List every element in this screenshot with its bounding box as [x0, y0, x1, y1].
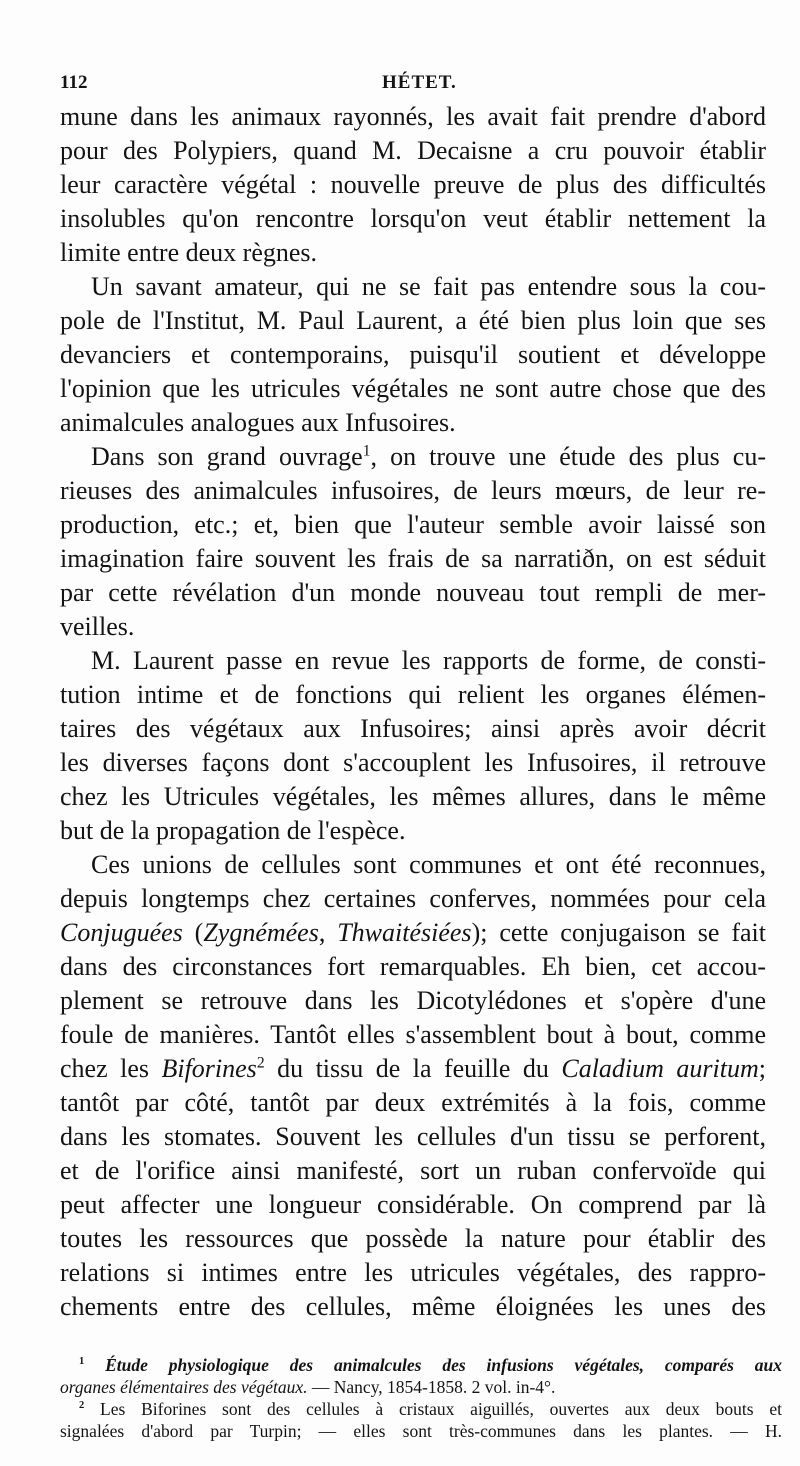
page-number: 112	[60, 72, 88, 93]
text-line: foule de manières. Tantôt elles s'assemblent bout à bout, comme	[60, 1020, 766, 1049]
text-line: veilles.	[60, 612, 135, 641]
text-line	[60, 1052, 766, 1086]
text-segment: chez les	[60, 1054, 149, 1083]
text-line: mune dans les animaux rayonnés, les avait fait prendre d'abord	[60, 102, 766, 131]
text-line	[60, 916, 766, 950]
text-segment: ,	[318, 918, 338, 947]
footnote-ref: 1	[362, 442, 371, 460]
text-line: chez les Utricules végétales, les mêmes allures, dans le même	[60, 782, 766, 811]
text-line: l'opinion que les utricules végétales ne sont autre chose que des	[60, 374, 766, 403]
text-line: plement se retrouve dans les Dicotylédones et s'opère d'une	[60, 986, 766, 1015]
text-line: dans les stomates. Souvent les cellules d'un tissu se perforent,	[60, 1122, 766, 1151]
footnote-marker: 2	[79, 1400, 85, 1412]
footnote-2-cont: signalées d'abord par Turpin; — elles sont très-communes dans les plantes. — H.	[60, 1421, 782, 1441]
footnote-text: — Nancy, 1854-1858. 2 vol. in-4°.	[307, 1377, 556, 1397]
body-text	[60, 100, 766, 1324]
page-header	[60, 72, 770, 98]
footnote-1-cont	[60, 1376, 782, 1398]
text-line	[60, 440, 766, 474]
footnote-ref: 2	[256, 1054, 265, 1072]
text-line: les diverses façons dont s'accouplent les Infusoires, il retrouve	[60, 748, 766, 777]
footnotes	[60, 1354, 782, 1442]
running-title: HÉTET.	[382, 72, 457, 93]
text-segment: Dans son grand ouvrage	[91, 442, 363, 471]
italic-term: Biforines	[161, 1054, 257, 1083]
text-line: but de la propagation de l'espèce.	[60, 816, 406, 845]
text-line: leur caractère végétal : nouvelle preuve de plus des difficultés	[60, 170, 766, 199]
text-line: tantôt par côté, tantôt par deux extrémités à la fois, comme	[60, 1088, 766, 1117]
footnote-2	[60, 1398, 782, 1420]
text-line: relations si intimes entre les utricules végétales, des rappro-	[60, 1258, 766, 1287]
text-line: rieuses des animalcules infusoires, de leurs mœurs, de leur re-	[60, 476, 766, 505]
footnote-marker: 1	[79, 1356, 85, 1368]
text-line: peut affecter une longueur considérable. On comprend par là	[60, 1190, 766, 1219]
text-line: chements entre des cellules, même éloignées les unes des	[60, 1292, 766, 1321]
footnote-1	[60, 1354, 782, 1376]
text-segment: du tissu de la feuille du	[264, 1054, 562, 1083]
text-line: pole de l'Institut, M. Paul Laurent, a été bien plus loin que ses	[60, 306, 766, 335]
text-line: production, etc.; et, bien que l'auteur semble avoir laissé son	[60, 510, 766, 539]
text-line: imagination faire souvent les frais de sa narratiðn, on est séduit	[60, 544, 766, 573]
text-segment: ;	[758, 1054, 766, 1083]
text-segment: , on trouve une étude des plus cu-	[370, 442, 766, 471]
italic-term: Zygnémées	[203, 918, 319, 947]
text-line: par cette révélation d'un monde nouveau tout rempli de mer-	[60, 578, 766, 607]
text-segment: ); cette conjugaison se fait	[471, 918, 766, 947]
footnote-text: Les Biforines sont des cellules à cristaux aiguillés, ouvertes aux deux bouts et	[84, 1399, 782, 1419]
text-line: pour des Polypiers, quand M. Decaisne a cru pouvoir établir	[60, 136, 766, 165]
text-line: animalcules analogues aux Infusoires.	[60, 408, 456, 437]
text-line: M. Laurent passe en revue les rapports de forme, de consti-	[91, 646, 766, 675]
text-line: insolubles qu'on rencontre lorsqu'on veut établir nettement la	[60, 204, 766, 233]
text-line: devanciers et contemporains, puisqu'il soutient et développe	[60, 340, 766, 369]
text-line: limite entre deux règnes.	[60, 238, 318, 267]
italic-term: Caladium auritum	[561, 1054, 759, 1083]
text-line: dans des circonstances fort remarquables. Eh bien, cet accou-	[60, 952, 766, 981]
text-line: tution intime et de fonctions qui relient les organes élémen-	[60, 680, 766, 709]
text-line: Un savant amateur, qui ne se fait pas entendre sous la cou-	[91, 272, 766, 301]
text-line: Ces unions de cellules sont communes et ont été reconnues,	[91, 850, 766, 879]
text-segment: (	[182, 918, 204, 947]
text-line: taires des végétaux aux Infusoires; ainsi après avoir décrit	[60, 714, 766, 743]
text-line: et de l'orifice ainsi manifesté, sort un ruban confervoïde qui	[60, 1156, 766, 1185]
italic-term: Thwaitésiées	[337, 918, 472, 947]
text-line: toutes les ressources que possède la nature pour établir des	[60, 1224, 766, 1253]
footnote-title: organes élémentaires des végétaux.	[60, 1377, 308, 1397]
footnote-title: Étude physiologique des animalcules des infusions végétales, comparés aux	[105, 1355, 782, 1375]
text-line: depuis longtemps chez certaines conferves, nommées pour cela	[60, 884, 766, 913]
italic-term: Conjuguées	[60, 918, 183, 947]
